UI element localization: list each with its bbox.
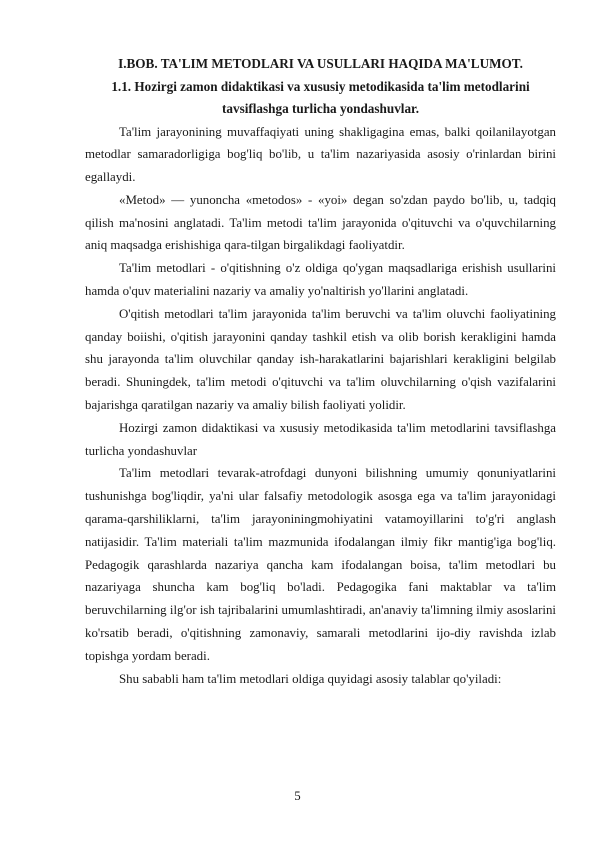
paragraph-6: Ta'lim metodlari tevarak-atrofdagi dunyoni bilishning umumiy qonuniyatlarini tushunishga bog'liqdir, ya'ni ular falsafiy metodologik asosga ega va ta'lim jarayonidagi qarama-qarshiliklarni, ta'lim jarayoniningmohiyatini vatamoyillarini to'g'ri anglash natijasidir. Ta'lim materiali ta'lim mazmunida ifodalangan ilmiy fikr mantig'iga bog'liq. Pedagogik qarashlarda nazariya qancha kam ifodalangan boisa, ta'lim metodlari bu nazariyaga shuncha kam bog'liq bo'ladi. Pedagogika fani maktablar va ta'lim beruvchilarning ilg'or ish tajribalarini umumlashtiradi, an'anaviy ta'limning ilmiy asoslarini ko'rsatib beradi, o'qitishning zamonaviy, samarali metodlarini ijo-diy ravishda izlab topishga yordam beradi. <box>85 466 556 663</box>
page-number: 5 <box>294 789 301 803</box>
paragraph-3: Ta'lim metodlari - o'qitishning o'z oldiga qo'ygan maqsadlariga erishish usullarini hamda o'quv materialini nazariy va amaliy yo'naltirish yo'llarini anglatadi. <box>85 261 556 299</box>
paragraph-7: Shu sababli ham ta'lim metodlari oldiga quyidagi asosiy talablar qo'yiladi: <box>119 671 502 686</box>
paragraph-4: O'qitish metodlari ta'lim jarayonida ta'lim beruvchi va ta'lim oluvchi faoliyatining qanday boiishi, o'qitish jarayonini qanday tashkil etish va olib borish kerakligini hamda shu jarayonda ta'lim oluvchilar qanday ish-harakatlarini bajarishlari kerakligini belgilab beradi. Shuningdek, ta'lim metodi o'qituvchi va ta'lim oluvchilarning o'qish vazifalarini bajarishga qaratilgan nazariy va amaliy bilish faoliyati yolidir. <box>85 306 556 413</box>
document-page <box>85 52 556 690</box>
paragraph-2: «Metod» — yunoncha «metodos» - «yoi» degan so'zdan paydo bo'lib, u, tadqiq qilish ma'nosini anglatadi. Ta'lim metodi ta'lim jarayonida o'qituvchi va o'quvchilarning aniq maqsadga erishishiga qara-tilgan birgalikdagi faoliyatdir. <box>85 192 556 253</box>
paragraph-5: Hozirgi zamon didaktikasi va xususiy metodikasida ta'lim metodlarini tavsiflashga turlicha yondashuvlar <box>85 420 556 458</box>
paragraph-1: Ta'lim jarayonining muvaffaqiyati uning shakligagina emas, balki qoilanilayotgan metodlar samaradorligiga bog'liq bo'lib, u ta'lim nazariyasida asosiy o'rinlardan birini egallaydi. <box>85 124 556 185</box>
section-title: 1.1. Hozirgi zamon didaktikasi va xususiy metodikasida ta'lim metodlarini tavsiflashga turlicha yondashuvlar. <box>111 78 530 116</box>
chapter-title: I.BOB. TA'LIM METODLARI VA USULLARI HAQIDA MA'LUMOT. <box>118 56 523 71</box>
